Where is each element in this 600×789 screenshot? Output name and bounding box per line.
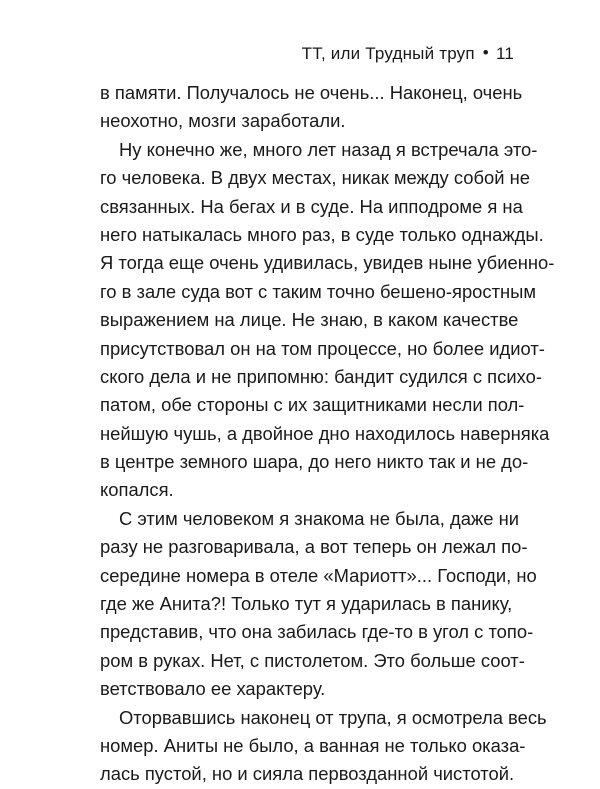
text-line: ского дела и не припомню: бандит судился с психо- <box>100 365 542 387</box>
text-line: нейшую чушь, а двойное дно находилось наверняка <box>100 422 550 444</box>
paragraph-marriott <box>100 505 537 704</box>
text-line: присутствовал он на том процессе, но более идиот- <box>100 337 545 359</box>
text-line: ром в руках. Нет, с пистолетом. Это больше соот- <box>100 649 525 671</box>
running-title: ТТ, или Трудный труп <box>301 44 475 63</box>
text-line: представив, что она забилась где-то в угол с топо- <box>100 621 534 643</box>
text-line: С этим человеком я знакома не была, даже ни <box>119 507 520 529</box>
text-line: разу не разговаривала, а вот теперь он лежал по- <box>100 536 528 558</box>
text-line: Ну конечно же, много лет назад я встречала это- <box>119 138 538 160</box>
page-number: 11 <box>495 44 514 63</box>
text-line: связанных. На бегах и в суде. На ипподроме я на <box>100 195 523 217</box>
body-text <box>100 79 555 789</box>
text-line: го в зале суда вот с таким точно бешено-яростным <box>100 280 537 302</box>
text-line: патом, обе стороны с их защитниками несли пол- <box>100 394 525 416</box>
text-line: Оторвавшись наконец от трупа, я осмотрела весь <box>119 706 547 728</box>
text-line: где же Анита?! Только тут я ударилась в панику, <box>100 593 513 615</box>
text-line: в памяти. Получалось не очень... Наконец, очень <box>100 82 523 103</box>
text-line: ветствовало ее характеру. <box>100 678 326 700</box>
header-separator: • <box>482 43 489 62</box>
text-line: номер. Аниты не было, а ванная не только оказа- <box>100 734 526 756</box>
text-line: лась пустой, но и сияла первозданной чистотой. <box>100 763 515 785</box>
text-line: него натыкалась много раз, в суде только однажды. <box>100 223 544 245</box>
running-header <box>302 44 514 64</box>
text-line: неохотно, мозги заработали. <box>100 110 346 132</box>
text-line: в центре земного шара, до него никто так и не до- <box>100 451 529 473</box>
text-line: выражением на лице. Не знаю, в каком качестве <box>100 309 519 331</box>
text-line: копался. <box>100 479 174 501</box>
paragraph-memory <box>100 136 555 505</box>
paragraph-inspection <box>100 704 547 789</box>
text-line: го человека. В двух местах, никак между собой не <box>100 167 531 189</box>
text-line: Я тогда еще очень удивилась, увидев ныне убиенно- <box>100 252 555 274</box>
text-line: середине номера в отеле «Мариотт»... Господи, но <box>100 564 537 586</box>
paragraph-continuation <box>100 79 523 136</box>
